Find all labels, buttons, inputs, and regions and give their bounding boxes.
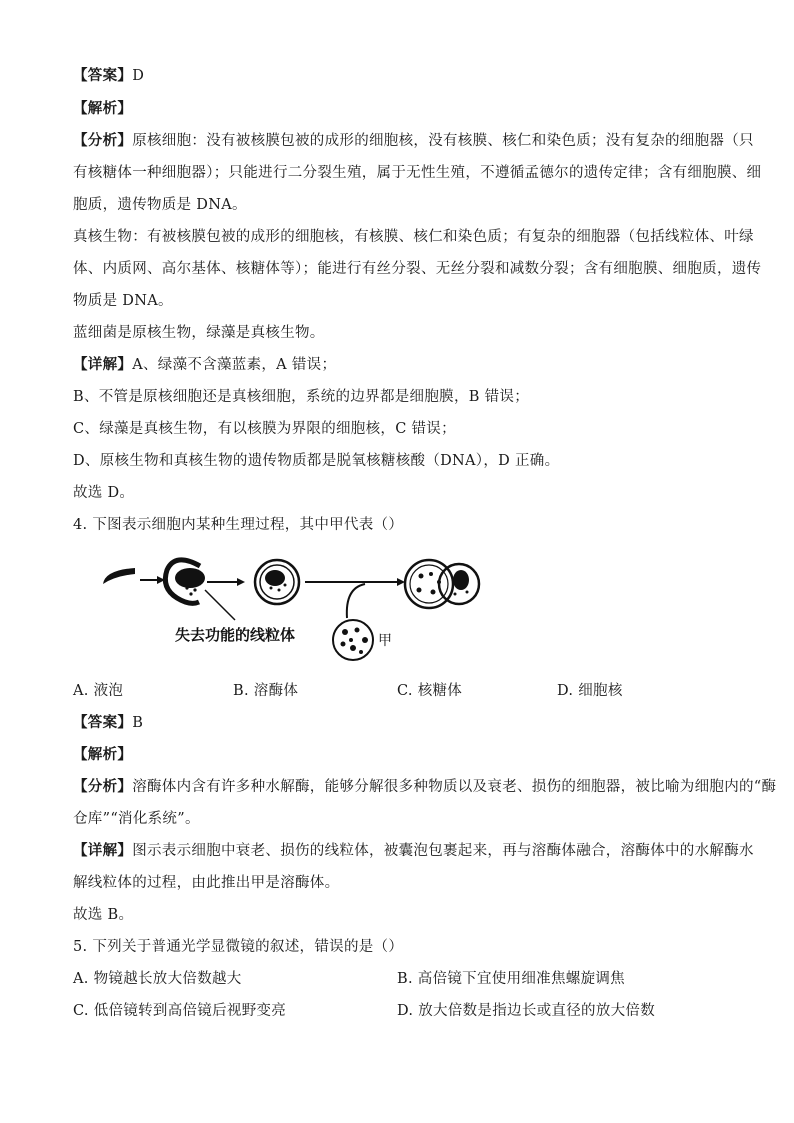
xiangjie2-line-2: 解线粒体的过程，由此推出甲是溶酶体。 bbox=[73, 875, 340, 891]
option-c-explain: C、绿藻是真核生物，有以核膜为界限的细胞核，C 错误； bbox=[73, 421, 456, 437]
answer-tag: 【答案】 bbox=[73, 68, 133, 84]
xiangjie2-tag: 【详解】 bbox=[73, 843, 133, 859]
label-pointer bbox=[205, 590, 235, 620]
option-d-explain: D、原核生物和真核生物的遗传物质都是脱氧核糖核酸（DNA），D 正确。 bbox=[73, 453, 560, 469]
fenxi2-text-1: 溶酶体内含有许多种水解酶，能够分解很多种物质以及衰老、损伤的细胞器，被比喻为细胞内的“酶 bbox=[132, 779, 777, 795]
phagophore-crescent bbox=[103, 568, 135, 584]
label-damaged-mitochondrion: 失去功能的线粒体 bbox=[175, 626, 296, 644]
fenxi2-tag: 【分析】 bbox=[73, 779, 133, 795]
fenxi-tag: 【分析】 bbox=[73, 133, 133, 149]
q5-option-d: D. 放大倍数是指边长或直径的放大倍数 bbox=[397, 1003, 656, 1019]
lanxi-line: 蓝细菌是原核生物，绿藻是真核生物。 bbox=[73, 325, 325, 341]
answer-line-2 bbox=[73, 713, 734, 733]
autolysosome-left bbox=[405, 560, 453, 608]
xiangjie2-line-1 bbox=[73, 841, 754, 861]
question-4: 4. 下图表示细胞内某种生理过程，其中甲代表（） bbox=[73, 517, 404, 533]
xiangjie-tag: 【详解】 bbox=[73, 357, 133, 373]
q4-option-c: C. 核糖体 bbox=[397, 683, 463, 699]
label-jia: 甲 bbox=[378, 633, 392, 649]
xiangjie2-text-1: 图示表示细胞中衰老、损伤的线粒体，被囊泡包裹起来，再与溶酶体融合，溶酶体中的水解酶水 bbox=[132, 843, 754, 859]
answer-value: D bbox=[132, 68, 145, 84]
jiexi-heading-2: 【解析】 bbox=[73, 747, 133, 763]
fenxi-text-1: 原核细胞：没有被核膜包被的成形的细胞核，没有核膜、核仁和染色质；没有复杂的细胞器（只 bbox=[132, 133, 754, 149]
answer-value-2: B bbox=[132, 715, 144, 731]
fenxi2-line-1 bbox=[73, 777, 777, 797]
q5-option-c: C. 低倍镜转到高倍镜后视野变亮 bbox=[73, 1003, 287, 1019]
zhenhe-line-3: 物质是 DNA。 bbox=[73, 293, 173, 309]
zhenhe-line-1: 真核生物：有被核膜包被的成形的细胞核，有核膜、核仁和染色质；有复杂的细胞器（包括线粒体、叶绿 bbox=[73, 229, 754, 245]
q4-option-b: B. 溶酶体 bbox=[233, 683, 299, 699]
damaged-mitochondrion-2 bbox=[265, 570, 285, 586]
damaged-mitochondrion-1 bbox=[175, 568, 205, 588]
guxuan-line-2: 故选 B。 bbox=[73, 907, 134, 923]
zhenhe-line-2: 体、内质网、高尔基体、核糖体等）；能进行有丝分裂、无丝分裂和减数分裂；含有细胞膜、细胞质，遗传 bbox=[73, 261, 762, 277]
autophagy-figure bbox=[95, 548, 495, 668]
guxuan-line: 故选 D。 bbox=[73, 485, 135, 501]
fenxi-line-2: 有核糖体一种细胞器）；只能进行二分裂生殖，属于无性生殖，不遵循孟德尔的遗传定律；含有细胞膜、细 bbox=[73, 165, 762, 181]
answer-line bbox=[73, 66, 734, 86]
q4-option-d: D. 细胞核 bbox=[557, 683, 623, 699]
arrow-2-head bbox=[237, 578, 245, 586]
jiexi-heading: 【解析】 bbox=[73, 101, 133, 117]
option-b-explain: B、不管是原核细胞还是真核细胞，系统的边界都是细胞膜，B 错误； bbox=[73, 389, 530, 405]
xiangjie-line-a bbox=[73, 355, 734, 375]
fenxi2-line-2: 仓库”“消化系统”。 bbox=[73, 811, 200, 827]
lysosome-arrow bbox=[347, 584, 365, 618]
damaged-mitochondrion-3 bbox=[453, 570, 469, 590]
q5-option-b: B. 高倍镜下宜使用细准焦螺旋调焦 bbox=[397, 971, 625, 987]
fenxi-line-1 bbox=[73, 131, 754, 151]
question-5: 5. 下列关于普通光学显微镜的叙述，错误的是（） bbox=[73, 939, 404, 955]
option-a-explain: A、绿藻不含藻蓝素，A 错误； bbox=[132, 357, 337, 373]
answer-tag-2: 【答案】 bbox=[73, 715, 133, 731]
fenxi-line-3: 胞质，遗传物质是 DNA。 bbox=[73, 197, 247, 213]
q5-option-a: A. 物镜越长放大倍数越大 bbox=[73, 971, 242, 987]
q4-option-a: A. 液泡 bbox=[73, 683, 124, 699]
